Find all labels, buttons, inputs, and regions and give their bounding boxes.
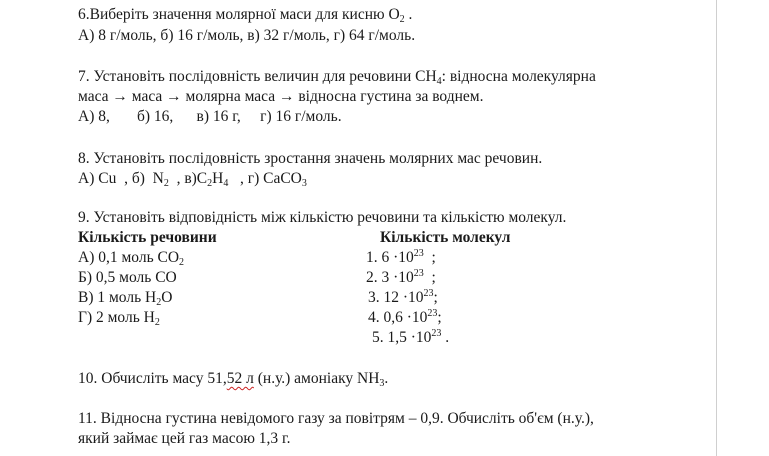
question-11-line-2: який займає цей газ масою 1,3 г. (78, 430, 291, 447)
match-left-item: В) 1 моль $H_2O$ (78, 289, 173, 308)
question-8-title: 8. Установіть послідовність зростання значень молярних мас речовин. (78, 150, 543, 167)
page-edge-divider (716, 0, 717, 456)
match-right-item: 5. $1,5 \cdot 10^{23}$ . (372, 328, 450, 346)
spellcheck-marked-text: 52 л (226, 370, 254, 387)
question-7-options: А) 8, б) 16, в) 16 г, г) 16 г/моль. (78, 108, 342, 125)
match-left-item: А) 0,1 моль $CO_2$ (78, 249, 185, 268)
match-right-item: 2. $3 \cdot 10^{23}$ ; (366, 268, 436, 286)
question-7-title: 7. Установіть послідовність величин для речовини $CH_4$: відносна молекулярна (78, 68, 596, 87)
question-9-title: 9. Установіть відповідність між кількістю речовини та кількістю молекул. (78, 209, 567, 226)
match-left-item: Б) 0,5 моль CO (78, 269, 177, 286)
match-left-item: Г) 2 моль $H_2$ (78, 309, 160, 328)
question-6-title: 6.Виберіть значення молярної маси для кисню $O_2$ . (78, 6, 413, 25)
match-right-item: 4. $0,6 \cdot 10^{23}$; (368, 308, 442, 326)
question-10: 10. Обчисліть масу 51,52 л (н.у.) амоніаку $NH_3$. (78, 370, 389, 389)
question-8-options: А) Cu , б) $N_2$ , $в)C_2H_4$ , г) CaCO$_3$ (78, 170, 307, 189)
match-right-item: 3. $12 \cdot 10^{23}$; (368, 288, 438, 306)
column-header-molecule-count: Кількість молекул (380, 229, 511, 246)
question-11-line-1: 11. Відносна густина невідомого газу за повітрям – 0,9. Обчисліть об'єм (н.у.), (78, 410, 594, 427)
match-right-item: 1. $6 \cdot 10^{23}$ ; (366, 248, 436, 266)
question-6-options: А) 8 г/моль, б) 16 г/моль, в) 32 г/моль, г) 64 г/моль. (78, 27, 416, 44)
column-header-substance-amount: Кількість речовини (78, 229, 217, 246)
question-7-line-2: маса → маса → молярна маса → відносна густина за воднем. (78, 88, 484, 105)
